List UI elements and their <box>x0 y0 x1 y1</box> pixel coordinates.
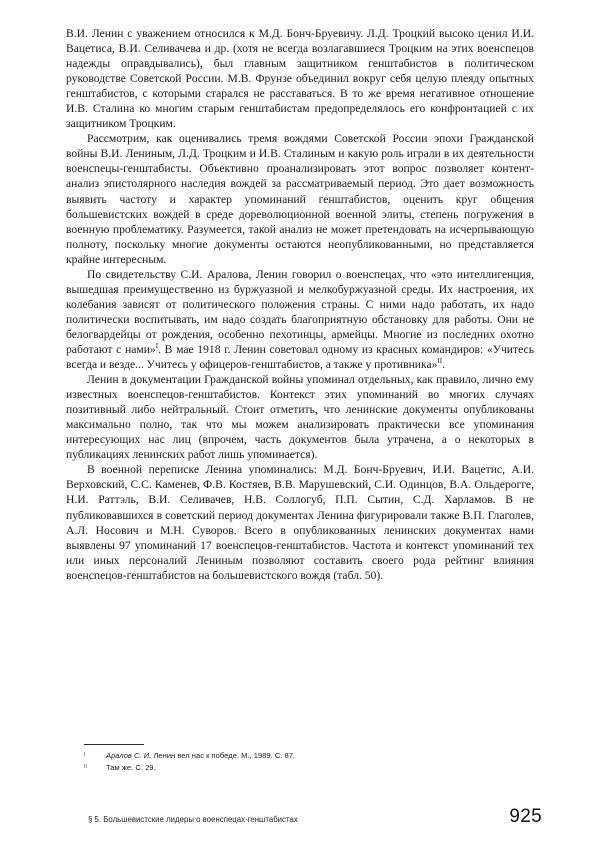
footnote-text <box>106 750 504 761</box>
paragraph-2: Рассмотрим, как оценивались тремя вождями Советской России эпохи Гражданской войны В.И. Лениным, Л.Д. Троцким и И.В. Сталиным и какую роль играли в их деятельности военспецы-генштабисты. Объективно проанализировать этот вопрос позволяет контент-анализ эпистолярного наследия вождей за рассматриваемый период. Это дает возможность выявить частоту и характер упоминаний генштабистов, оценить круг общения большевистских вождей в среде дореволюционной военной элиты, степень погружения в военную проблематику. Разумеется, такой анализ не может претендовать на исчерпывающую полноту, поскольку многие документы остаются неопубликованными, но представляется крайне интересным. <box>66 132 534 266</box>
page-content <box>66 26 534 583</box>
footnote-text <box>106 762 504 773</box>
footnote-ref-2[interactable]: II <box>437 357 443 366</box>
footnote-item <box>84 762 504 773</box>
paragraph-quote <box>66 267 534 372</box>
footnote-separator-rule <box>84 744 144 745</box>
page-number: 925 <box>509 806 542 827</box>
footnote-body: Ленин вел нас к победе. М., 1989. С. 87. <box>153 751 296 760</box>
paragraph-4: В военной переписке Ленина упоминались: М.Д. Бонч-Бруевич, И.И. Вацетис, А.И. Верховский, С.С. Каменев, Ф.В. Костяев, В.В. Марушевский, С.И. Одинцов, В.А. Ольдерогге, Н.И. Раттэль, В.И. Селивачев, Н.В. Соллогуб, П.П. Сытин, С.Д. Харламов. В не публиковавшихся в советский период документах Ленина фигурировали также В.П. Глаголев, А.Л. Носович и М.Н. Суворов. Всего в опубликованных ленинских документах нами выявлены 97 упоминаний 17 военспецов-генштабистов. Частота и контекст упоминаний тех или иных персоналий Лениным позволяют составить своего рода рейтинг влияния военспецов-генштабистов на большевистского вождя (табл. 50). <box>66 463 534 582</box>
quote-tail: . <box>442 358 446 372</box>
body-text <box>66 26 534 583</box>
footnote-ref-1[interactable]: I <box>155 342 159 351</box>
paragraph-3: Ленин в документации Гражданской войны упоминал отдельных, как правило, лично ему известных военспецов-генштабистов. Контекст этих упоминаний во многих случаях позитивный либо нейтральный. Стоит отметить, что ленинские документы опубликованы максимально полно, так что мы можем анализировать практически все упоминания интересующих нас лиц (впрочем, часть документов была утрачена, а о некоторых в публикациях ленинских работ лишь упоминается). <box>66 373 534 462</box>
page-footer <box>88 806 542 828</box>
footnotes-block <box>84 744 504 774</box>
quote-middle: . В мае 1918 г. Ленин советовал одному из красных командиров: «Учитесь всегда и везде... Учитесь у офицеров-генштабистов, а также у противника» <box>66 342 534 372</box>
quote-lead: По свидетельству С.И. Аралова, Ленин говорил о военспецах, что «это интеллигенция, вышедшая преимущественно из буржуазной и мелкобуржуазной среды. Их настроения, их колебания зависят от политического положения страны. С ними надо работать, их надо политически воспитывать, им надо создать благоприятную обстановку для работы. Они не белогвардейцы от рождения, особенно пехотинцы, армейцы. Многие из последних охотно работают с нами» <box>66 267 534 356</box>
footnote-marker: II <box>84 764 88 770</box>
footnote-body: Там же. С. 29. <box>106 763 156 772</box>
footnote-author: Аралов С. И. <box>106 751 152 760</box>
running-title: § 5. Большевистские лидеры о военспецах-генштабистах <box>88 815 298 824</box>
paragraph-1: В.И. Ленин с уважением относился к М.Д. Бонч-Бруевичу. Л.Д. Троцкий высоко ценил И.И. Вацетиса, В.И. Селивачева и др. (хотя не всегда возлагавшиеся Троцким на этих военспецов надежды оправдывались), был главным защитником генштабистов в политическом руководстве Советской России. М.В. Фрунзе объединил вокруг себя целую плеяду опытных генштабистов, с которыми старался не расставаться. В то же время негативное отношение И.В. Сталина ко многим старым генштабистам предопределялось его конфронтацией с их защитником Троцким. <box>66 27 534 131</box>
footnote-item <box>84 750 504 761</box>
footnote-marker: I <box>84 752 86 758</box>
